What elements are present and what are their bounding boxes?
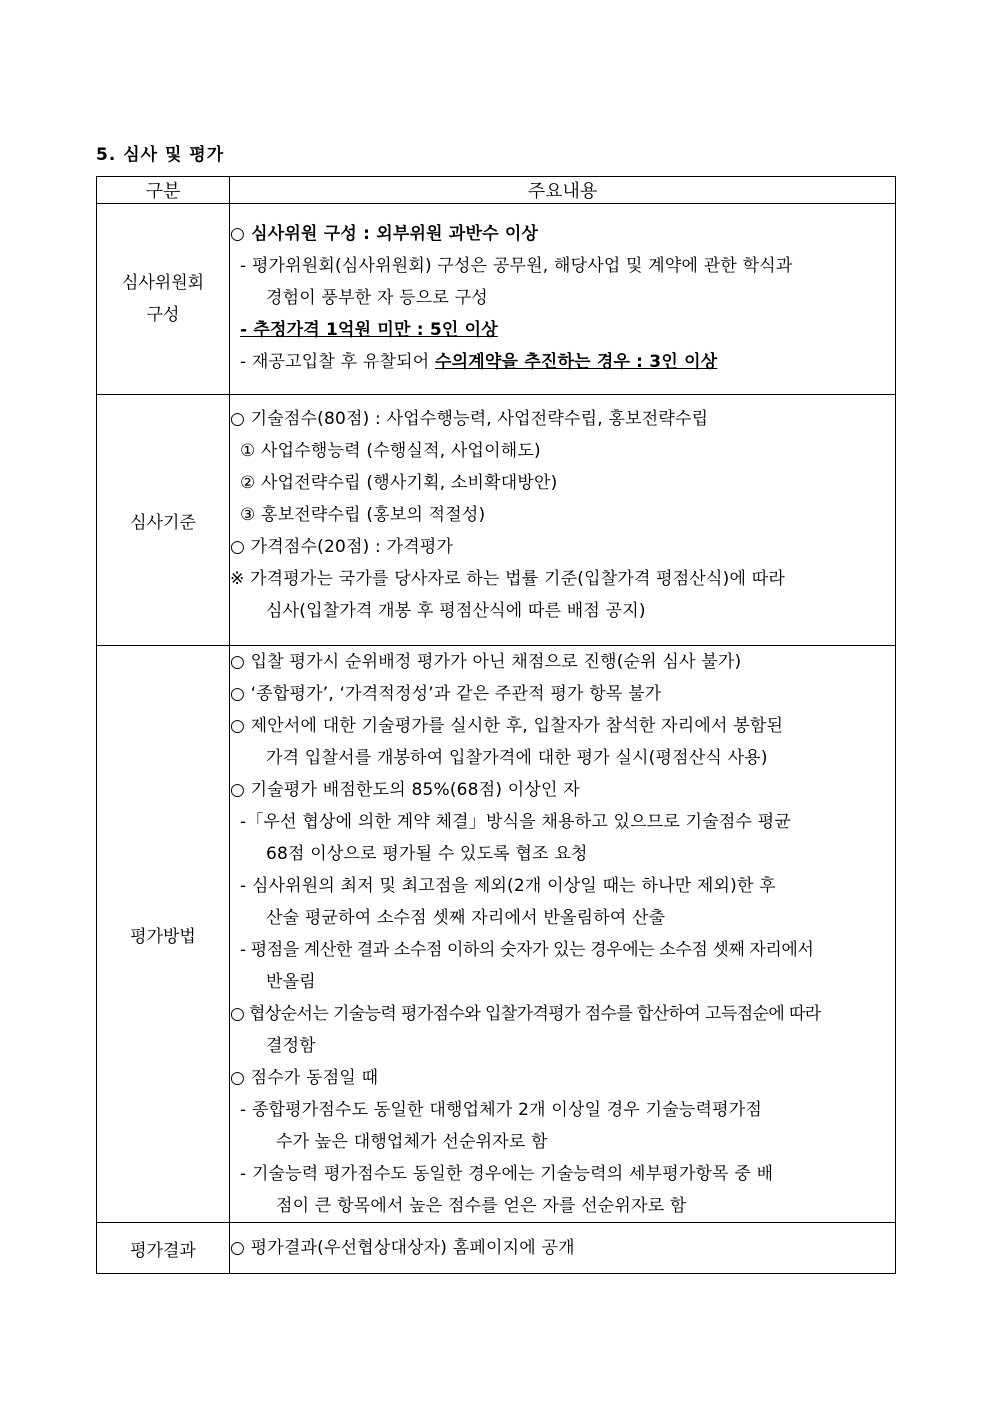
content-line: ○ 협상순서는 기술능력 평가점수와 입찰가격평가 점수를 합산하여 고득점순에 따라	[230, 1004, 821, 1024]
header-category: 구분	[97, 177, 230, 204]
content-line: ○ 기술점수(80점) : 사업수행능력, 사업전략수립, 홍보전략수립	[230, 409, 709, 429]
content-line: ○ 심사위원 구성 : 외부위원 과반수 이상	[230, 224, 539, 244]
content-line: 가격 입찰서를 개봉하여 입찰가격에 대한 평가 실시(평점산식 사용)	[266, 748, 768, 768]
table-row-result	[97, 1223, 896, 1274]
table-row-committee	[97, 204, 896, 395]
content-text: - 재공고입찰 후 유찰되어	[240, 352, 435, 372]
content-line: - 기술능력 평가점수도 동일한 경우에는 기술능력의 세부평가항목 중 배	[240, 1164, 774, 1184]
row-content-method	[230, 646, 896, 1223]
content-line: ○ 입찰 평가시 순위배정 평가가 아닌 채점으로 진행(순위 심사 불가)	[230, 652, 742, 672]
content-emphasis: 수의계약을 추진하는 경우 : 3인 이상	[434, 352, 718, 372]
row-label-line: 구성	[146, 305, 180, 325]
content-line: ① 사업수행능력 (수행실적, 사업이해도)	[240, 441, 541, 461]
content-line: ○ 제안서에 대한 기술평가를 실시한 후, 입찰자가 참석한 자리에서 봉함된	[230, 716, 784, 736]
content-line: ○ 가격점수(20점) : 가격평가	[230, 537, 454, 557]
row-content-committee	[230, 204, 896, 395]
row-label-result: 평가결과	[97, 1223, 230, 1274]
table-row-criteria	[97, 395, 896, 646]
content-line: ② 사업전략수립 (행사기획, 소비확대방안)	[240, 473, 558, 493]
table-row-method	[97, 646, 896, 1223]
table-header-row	[97, 177, 896, 204]
content-line: ③ 홍보전략수립 (홍보의 적절성)	[240, 505, 486, 525]
content-line: ※ 가격평가는 국가를 당사자로 하는 법률 기준(입찰가격 평점산식)에 따라	[230, 569, 785, 589]
header-content: 주요내용	[230, 177, 896, 204]
content-line: - 심사위원의 최저 및 최고점을 제외(2개 이상일 때는 하나만 제외)한 후	[240, 876, 776, 896]
content-line: 68점 이상으로 평가될 수 있도록 협조 요청	[266, 844, 588, 864]
content-line: - 종합평가점수도 동일한 대행업체가 2개 이상일 경우 기술능력평가점	[240, 1100, 762, 1120]
content-line: 경험이 풍부한 자 등으로 구성	[266, 288, 488, 308]
content-line	[230, 346, 895, 378]
content-line: 점이 큰 항목에서 높은 점수를 얻은 자를 선순위자로 함	[276, 1196, 687, 1216]
content-line: ○ 점수가 동점일 때	[230, 1068, 379, 1088]
content-line: -「우선 협상에 의한 계약 체결」방식을 채용하고 있으므로 기술점수 평균	[240, 812, 791, 832]
content-line: - 평가위원회(심사위원회) 구성은 공무원, 해당사업 및 계약에 관한 학식과	[240, 256, 793, 276]
row-label-committee	[97, 204, 230, 395]
content-line: - 평점을 계산한 결과 소수점 이하의 숫자가 있는 경우에는 소수점 셋째 자리에서	[240, 940, 814, 960]
content-line: - 추정가격 1억원 미만 : 5인 이상	[240, 320, 498, 340]
content-line: 결정함	[266, 1036, 316, 1056]
content-line: 산술 평균하여 소수점 셋째 자리에서 반올림하여 산출	[266, 908, 666, 928]
row-content-criteria	[230, 395, 896, 646]
content-line: ○ ‘종합평가’, ‘가격적정성’과 같은 주관적 평가 항목 불가	[230, 684, 662, 704]
section-heading: 5. 심사 및 평가	[96, 145, 225, 165]
content-line: ○ 기술평가 배점한도의 85%(68점) 이상인 자	[230, 780, 580, 800]
row-label-criteria: 심사기준	[97, 395, 230, 646]
content-line: 심사(입찰가격 개봉 후 평점산식에 따른 배점 공지)	[266, 601, 646, 621]
evaluation-table	[96, 176, 896, 1274]
content-line: 수가 높은 대행업체가 선순위자로 함	[276, 1132, 548, 1152]
row-label-line: 심사위원회	[121, 273, 205, 293]
row-label-method: 평가방법	[97, 646, 230, 1223]
content-line: 반올림	[266, 972, 316, 992]
row-content-result	[230, 1223, 896, 1274]
content-line: ○ 평가결과(우선협상대상자) 홈페이지에 공개	[230, 1238, 575, 1258]
